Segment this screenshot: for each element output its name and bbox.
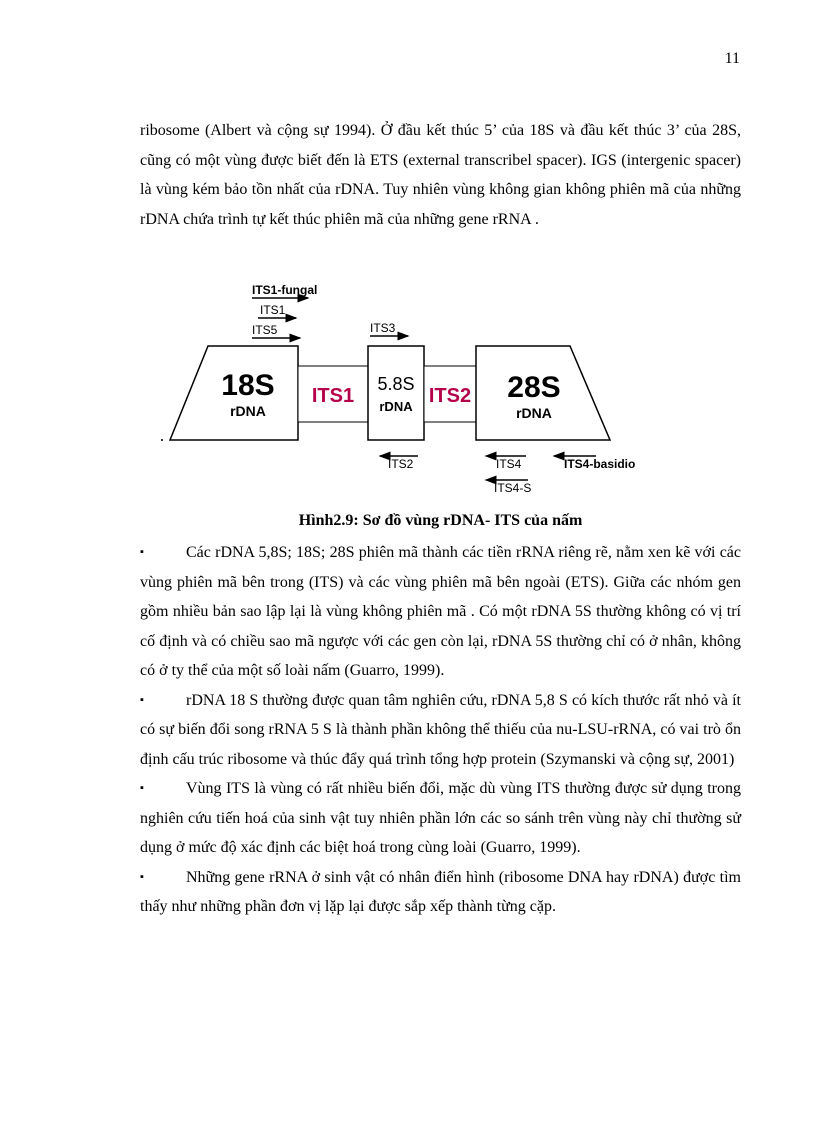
bullet-mark: ▪ <box>140 693 144 706</box>
bullet-text: rDNA 18 S thường được quan tâm nghiên cứu, rDNA 5,8 S có kích thước rất nhỏ và ít có sự biến đổi song rRNA 5 S là thành phần không thể thiếu của nu-LSU-rRNA, có vai trò ổn định cấu trúc ribosome và thúc đẩy quá trình tổng hợp protein (Szymanski và cộng sự, 2001) <box>140 691 741 768</box>
bullet-mark: ▪ <box>140 782 144 794</box>
bullet-text: Các rDNA 5,8S; 18S; 28S phiên mã thành các tiền rRNA riêng rẽ, nằm xen kẽ với các vùng phiên mã bên trong (ITS) và các vùng phiên mã bên ngoài (ETS). Giữa các nhóm gen gồm nhiều bản sao lập lại là vùng không phiên mã . Có một rDNA 5S thường không có vị trí cố định và có chiều sao mã ngược với các gen còn lại, rDNA 5S thường chỉ có ở nhân, không có ở ty thể của một số loài nấm (Guarro, 1999). <box>140 544 741 679</box>
bullet-mark: ▪ <box>140 870 144 883</box>
page-number: 11 <box>724 50 740 67</box>
primer-its1-fungal-label: ITS1-fungal <box>252 283 318 297</box>
block-58s-sub: rDNA <box>379 399 413 414</box>
primer-its2-label: ITS2 <box>388 457 414 471</box>
bullet-item <box>140 863 741 922</box>
primer-its5-label: ITS5 <box>252 323 278 337</box>
block-28s-name: 28S <box>507 371 561 404</box>
primer-its3-label: ITS3 <box>370 321 396 335</box>
figure-caption: Hình2.9: Sơ đồ vùng rDNA- ITS của nấm <box>298 512 583 529</box>
block-58s-name: 5.8S <box>377 374 415 394</box>
paragraph-1: ribosome (Albert và cộng sự 1994). Ở đầu kết thúc 5’ của 18S và đầu kết thúc 3’ của 28S, cũng có một vùng được biết đến là ETS (external transcribel spacer). IGS (intergenic spacer) là vùng kém bảo tồn nhất của rDNA. Tuy nhiên vùng không gian không phiên mã của những rDNA chứa trình tự kết thúc phiên mã của những gene rRNA . <box>140 122 741 228</box>
block-18s-sub: rDNA <box>230 403 266 419</box>
bullet-text: Vùng ITS là vùng có rất nhiều biến đổi, mặc dù vùng ITS thường được sử dụng trong nghiên cứu tiến hoá của sinh vật tuy nhiên phần lớn các so sánh trên vùng này chỉ thường sử dụng ở mức độ xác định các biệt hoá trong cùng loài (Guarro, 1999). <box>140 780 741 856</box>
primer-its4-s-label: ITS4-S <box>494 481 532 495</box>
block-28s-sub: rDNA <box>516 405 552 421</box>
spacer-its1-label: ITS1 <box>311 385 355 407</box>
bullet-item <box>140 538 741 686</box>
bullet-item <box>140 686 741 775</box>
bullet-list <box>140 538 741 922</box>
primer-its4-basidio-label: ITS4-basidio <box>564 457 636 471</box>
spacer-its2-label: ITS2 <box>428 385 472 407</box>
primer-its1-label: ITS1 <box>260 303 286 317</box>
bullet-text: Những gene rRNA ở sinh vật có nhân điển hình (ribosome DNA hay rDNA) được tìm thấy như những phần đơn vị lặp lại được sắp xếp thành từng cặp. <box>140 868 741 915</box>
dot-mark <box>161 439 163 441</box>
bullet-item <box>140 774 741 863</box>
bullet-mark: ▪ <box>140 546 144 558</box>
rdna-its-diagram <box>150 278 670 498</box>
block-18s-name: 18S <box>221 369 275 402</box>
primer-its4-label: ITS4 <box>496 457 522 471</box>
